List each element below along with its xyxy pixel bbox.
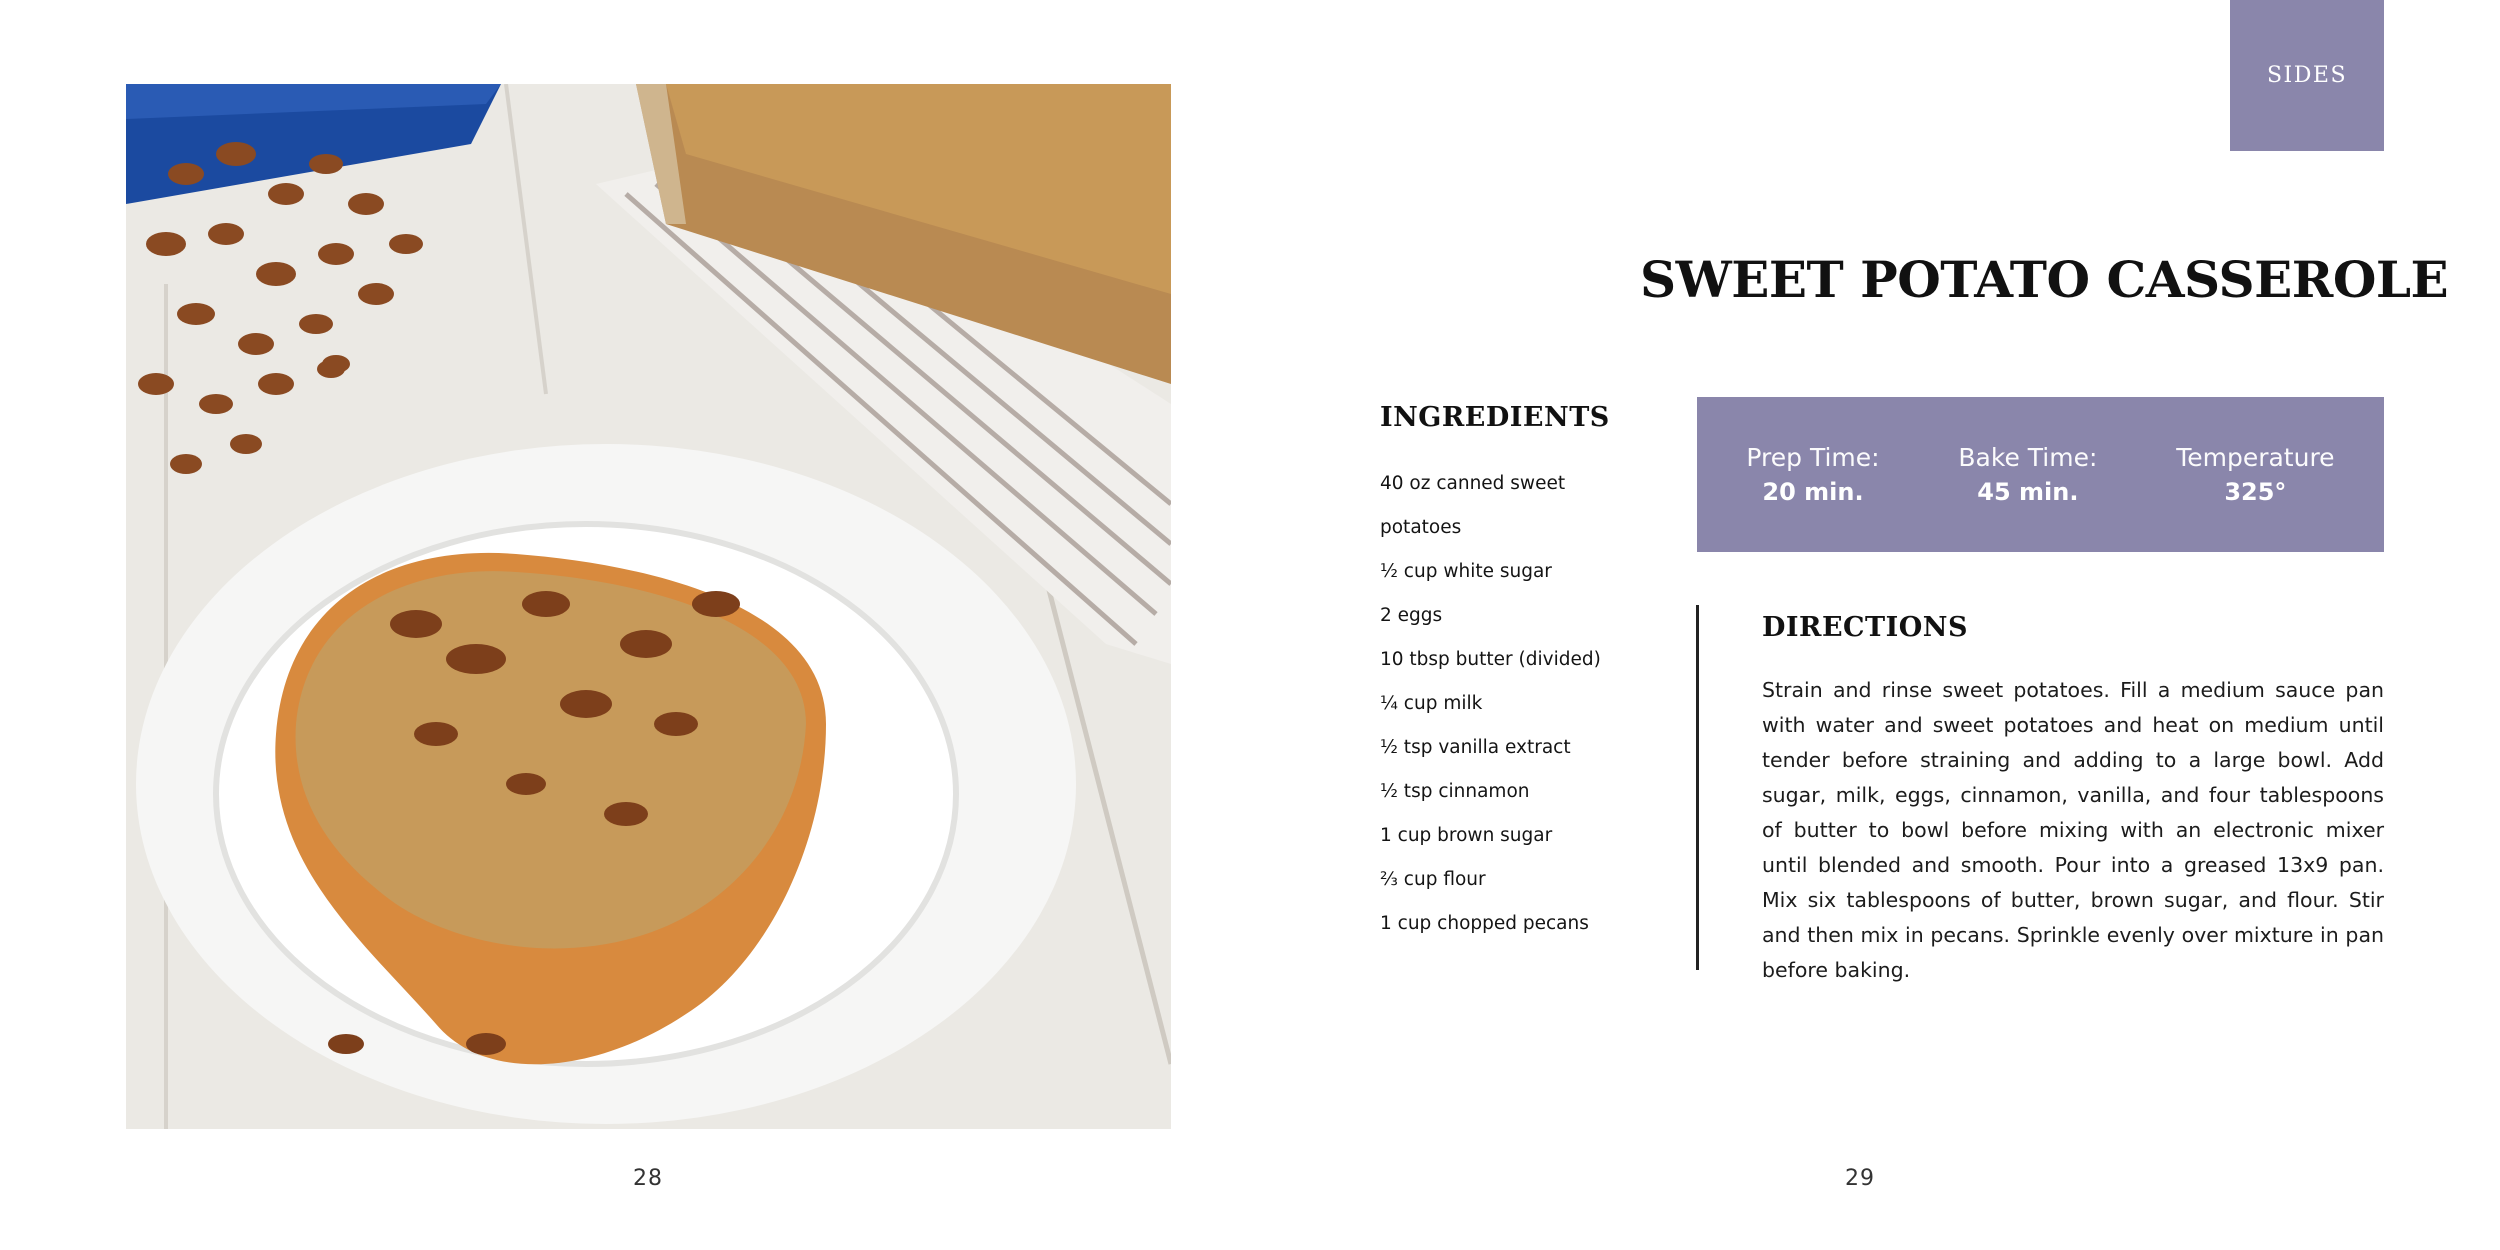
- temperature-value: 325°: [2224, 478, 2287, 506]
- recipe-photo: [126, 84, 1171, 1129]
- page-number-left: 28: [633, 1166, 663, 1191]
- casserole-illustration: [126, 84, 1171, 1129]
- temperature-label: Temperature: [2176, 443, 2335, 472]
- ingredient-item: ⅔ cup flour: [1380, 869, 1486, 890]
- ingredient-item: 40 oz canned sweet: [1380, 473, 1566, 494]
- ingredient-item: 1 cup chopped pecans: [1380, 913, 1589, 934]
- prep-time-label: Prep Time:: [1746, 443, 1880, 472]
- ingredient-item: ¼ cup milk: [1380, 693, 1483, 714]
- bake-time-label: Bake Time:: [1958, 443, 2098, 472]
- bake-time-value: 45 min.: [1977, 478, 2079, 506]
- ingredient-item: ½ tsp cinnamon: [1380, 781, 1530, 802]
- ingredient-item: 2 eggs: [1380, 605, 1443, 626]
- recipe-info-box: [1697, 397, 2384, 552]
- ingredient-item: ½ tsp vanilla extract: [1380, 737, 1571, 758]
- section-tab: SIDES: [2230, 0, 2384, 151]
- directions-divider: [1696, 605, 1699, 970]
- page-number-right: 29: [1845, 1166, 1875, 1191]
- temperature: [2176, 443, 2334, 506]
- directions-text: Strain and rinse sweet potatoes. Fill a medium sauce pan with water and sweet potatoes and heat on medium until tender before straining and adding to a large bowl. Add sugar, milk, eggs, cinnamon, vanilla, and four tablespoons of butter to bowl before mixing with an electronic mixer until blended and smooth. Pour into a greased 13x9 pan. Mix six tablespoons of butter, brown sugar, and flour. Stir and then mix in pecans. Sprinkle evenly over mixture in pan before baking.: [1762, 678, 2384, 982]
- prep-time-value: 20 min.: [1762, 478, 1864, 506]
- bake-time: [1958, 443, 2097, 506]
- directions-heading: DIRECTIONS: [1762, 612, 1968, 643]
- ingredient-item: potatoes: [1380, 517, 1462, 538]
- prep-time: [1746, 443, 1879, 506]
- ingredients-list: [1380, 462, 1660, 946]
- ingredient-item: 10 tbsp butter (divided): [1380, 649, 1601, 670]
- ingredients-heading: INGREDIENTS: [1380, 402, 1610, 433]
- ingredient-item: ½ cup white sugar: [1380, 561, 1552, 582]
- recipe-title: SWEET POTATO CASSEROLE: [1640, 250, 2449, 309]
- ingredient-item: 1 cup brown sugar: [1380, 825, 1553, 846]
